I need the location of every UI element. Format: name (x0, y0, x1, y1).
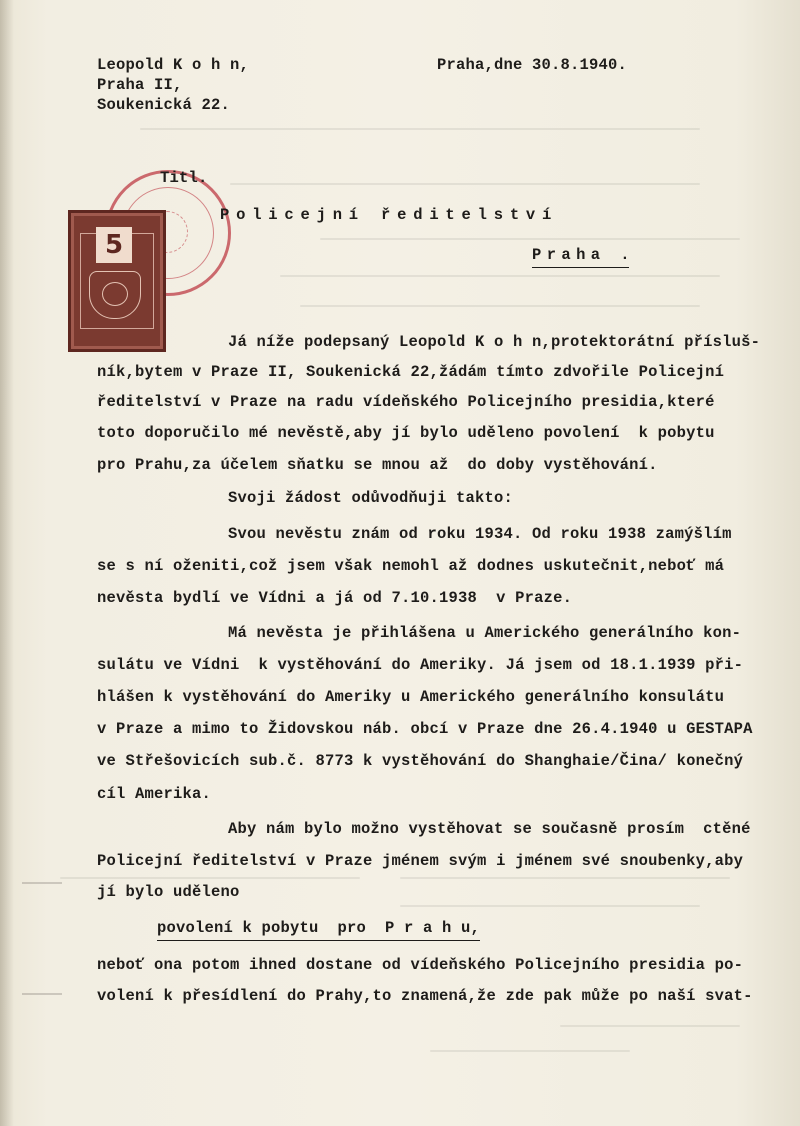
stamp-value: 5 (96, 227, 132, 263)
sender-street: Soukenická 22. (97, 96, 231, 114)
body-line: hlášen k vystěhování do Ameriky u Amerického generálního konsulátu (97, 688, 725, 706)
body-line: Má nevěsta je přihlášena u Amerického generálního kon- (228, 624, 742, 642)
bleed-through-mark (280, 275, 720, 277)
bleed-through-mark (22, 882, 62, 884)
sender-district: Praha II, (97, 76, 183, 94)
bleed-through-mark (300, 305, 700, 307)
body-line: v Praze a mimo to Židovskou náb. obcí v Praze dne 26.4.1940 u GESTAPA (97, 720, 753, 738)
body-line: neboť ona potom ihned dostane od vídeňského Policejního presidia po- (97, 956, 744, 974)
sender-address (97, 55, 249, 115)
date-line: Praha,dne 30.8.1940. (437, 56, 628, 74)
bleed-through-mark (320, 238, 740, 240)
bleed-through-mark (560, 1025, 740, 1027)
bleed-through-mark (140, 128, 700, 130)
revenue-stamp (68, 210, 166, 352)
body-line: pro Prahu,za účelem sňatku se mnou až do doby vystěhování. (97, 456, 658, 474)
stamp-crest-icon (89, 271, 141, 319)
body-line: Aby nám bylo možno vystěhovat se současně prosím ctěné (228, 820, 751, 838)
body-line: ník,bytem v Praze II, Soukenická 22,žádám tímto zdvořile Policejní (97, 363, 725, 381)
recipient-office: Policejní ředitelství (220, 206, 559, 224)
bleed-through-mark (60, 877, 360, 879)
bleed-through-mark (230, 183, 700, 185)
body-line: Já níže podepsaný Leopold K o h n,protektorátní přísluš- (228, 333, 761, 351)
sender-name: Leopold K o h n, (97, 56, 250, 74)
body-line: nevěsta bydlí ve Vídni a já od 7.10.1938 v Praze. (97, 589, 573, 607)
body-line: sulátu ve Vídni k vystěhování do Ameriky. Já jsem od 18.1.1939 při- (97, 656, 744, 674)
salutation: Titl. (160, 169, 208, 187)
bleed-through-mark (22, 993, 62, 995)
body-line: volení k přesídlení do Prahy,to znamená,že zde pak může po naší svat- (97, 987, 753, 1005)
body-line: jí bylo uděleno (97, 883, 240, 901)
bleed-through-mark (400, 877, 730, 879)
body-line: Svoji žádost odůvodňuji takto: (228, 489, 514, 507)
bleed-through-mark (430, 1050, 630, 1052)
body-line: cíl Amerika. (97, 785, 212, 803)
bleed-through-mark (400, 905, 700, 907)
permit-request-line: povolení k pobytu pro P r a h u, (157, 919, 481, 937)
body-line: toto doporučilo mé nevěstě,aby jí bylo uděleno povolení k pobytu (97, 424, 715, 442)
body-line: Svou nevěstu znám od roku 1934. Od roku 1938 zamýšlím (228, 525, 732, 543)
body-line: se s ní oženiti,což jsem však nemohl až dodnes uskutečnit,neboť má (97, 557, 725, 575)
body-line: ředitelství v Praze na radu vídeňského Policejního presidia,které (97, 393, 715, 411)
body-line: ve Střešovicích sub.č. 8773 k vystěhování do Shanghaie/Čina/ konečný (97, 752, 744, 770)
body-line: Policejní ředitelství v Praze jménem svým i jménem své snoubenky,aby (97, 852, 744, 870)
page-edge-shadow (0, 0, 14, 1126)
recipient-city: Praha . (532, 246, 635, 264)
